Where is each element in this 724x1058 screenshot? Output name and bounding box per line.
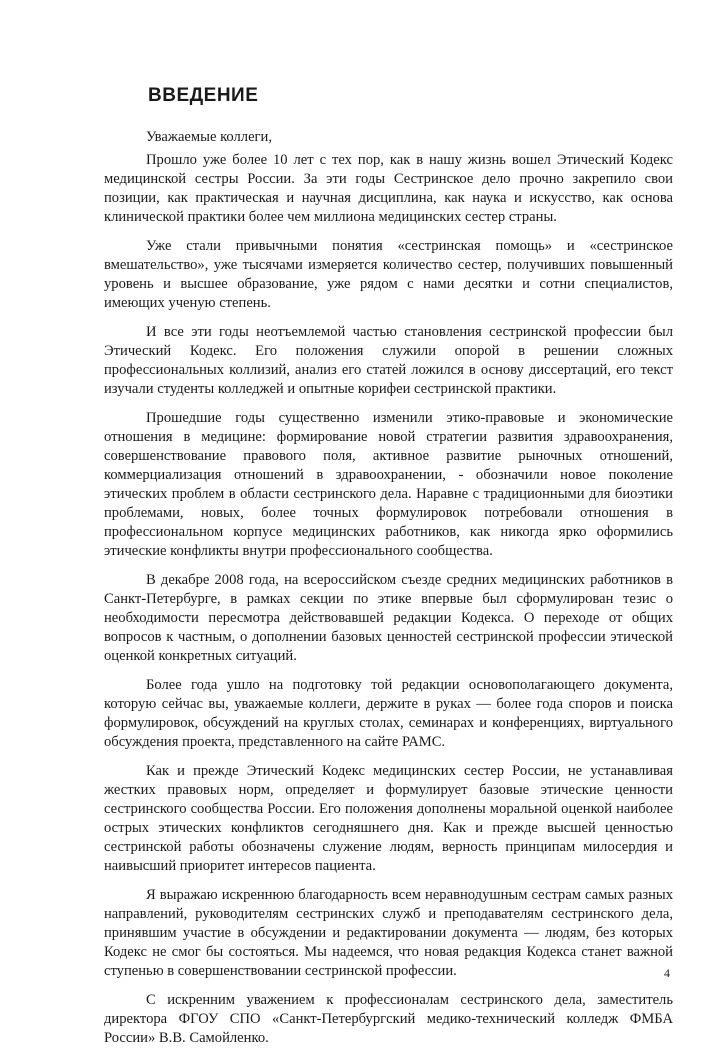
- paragraph-1: Прошло уже более 10 лет с тех пор, как в нашу жизнь вошел Этический Кодекс медицинской сестры России. За эти годы Сестринское дело прочно закрепило свои позиции, как практическая и научная дисциплина, как наука и искусство, как основа клинической практики более чем миллиона медицинских сестер страны.: [104, 152, 673, 225]
- paragraph-4: Прошедшие годы существенно изменили этико-правовые и экономические отношения в медицине: формирование новой стратегии развития здравоохранения, совершенствование правового поля, активное развитие рыночных отношений, коммерциализация отношений в здравоохранении, - обозначили новое поколение этических проблем в области сестринского дела. Наравне с традиционными для биоэтики проблемами, новых, более точных формулировок потребовали отношения в профессиональном корпусе медицинских работников, как никогда ярко оформились этические конфликты внутри профессионального сообщества.: [104, 410, 673, 559]
- document-page: [104, 84, 673, 1058]
- paragraph-7: Как и прежде Этический Кодекс медицинских сестер России, не устанавливая жестких правовых норм, определяет и формулирует базовые этические ценности сестринского сообщества России. Его положения дополнены моральной оценкой наиболее острых этических конфликтов сегодняшнего дня. Как и прежде высшей ценностью сестринской работы обозначены служение людям, верность принципам милосердия и наивысший приоритет интересов пациента.: [104, 763, 673, 874]
- signature-paragraph: С искренним уважением к профессионалам сестринского дела, заместитель директора ФГОУ СПО «Санкт-Петербургский медико-технический колледж ФМБА России» В.В. Самойленко.: [104, 992, 673, 1046]
- page-title: ВВЕДЕНИЕ: [148, 85, 259, 106]
- paragraph-6: Более года ушло на подготовку той редакции основополагающего документа, которую сейчас вы, уважаемые коллеги, держите в руках — более года споров и поиска формулировок, обсуждений на круглых столах, семинарах и конференциях, виртуального обсуждения проекта, представленного на сайте РАМС.: [104, 677, 673, 750]
- greeting-line: Уважаемые коллеги,: [146, 129, 273, 145]
- paragraph-8: Я выражаю искреннюю благодарность всем неравнодушным сестрам самых разных направлений, руководителям сестринских служб и преподавателям сестринского дела, принявшим участие в обсуждении и редактировании документа — людям, без которых Кодекс не смог бы состояться. Мы надеемся, что новая редакция Кодекса станет важной ступенью в совершенствовании сестринской профессии.: [104, 887, 673, 979]
- paragraph-3: И все эти годы неотъемлемой частью становления сестринской профессии был Этический Кодекс. Его положения служили опорой в решении сложных профессиональных коллизий, анализ его статей ложился в основу диссертаций, его текст изучали студенты колледжей и опытные корифеи сестринской практики.: [104, 324, 673, 397]
- paragraph-2: Уже стали привычными понятия «сестринская помощь» и «сестринское вмешательство», уже тысячами измеряется количество сестер, получивших повышенный уровень и высшее образование, уже рядом с нами десятки и сотни специалистов, имеющих ученую степень.: [104, 238, 673, 311]
- paragraph-5: В декабре 2008 года, на всероссийском съезде средних медицинских работников в Санкт-Петербурге, в рамках секции по этике впервые был сформулирован тезис о необходимости пересмотра действовавшей редакции Кодекса. О переходе от общих вопросов к частным, о дополнении базовых ценностей сестринской профессии этической оценкой конкретных ситуаций.: [104, 572, 673, 664]
- page-number: 4: [664, 966, 670, 980]
